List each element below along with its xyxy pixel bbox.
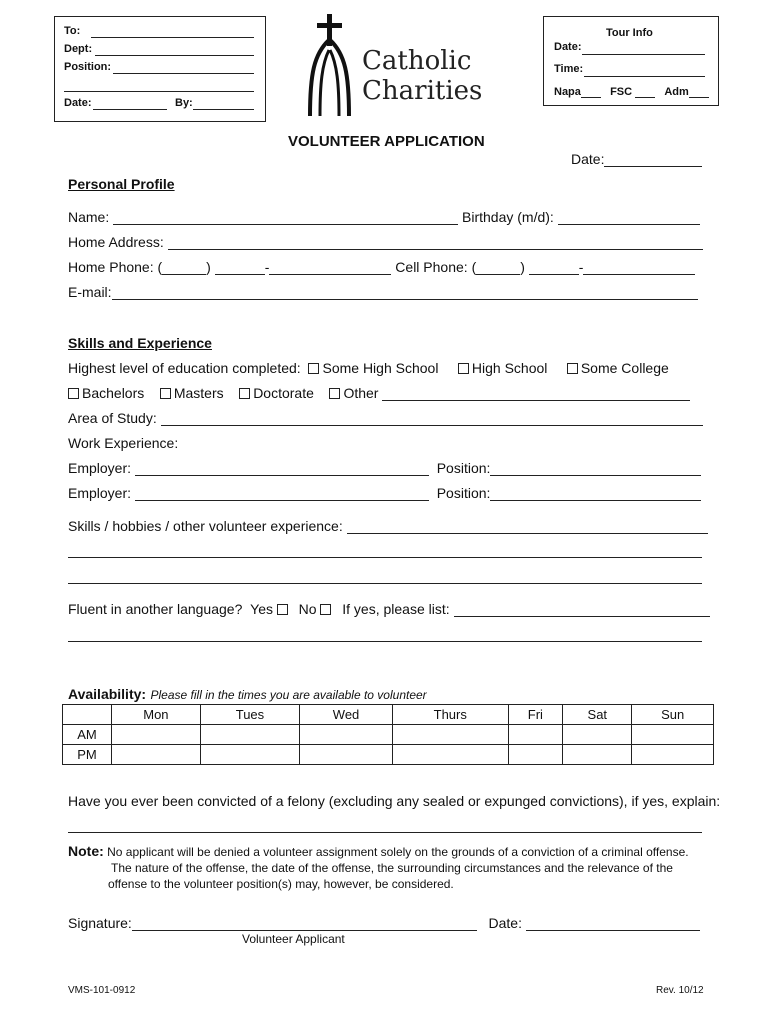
napa-field[interactable] xyxy=(581,85,601,98)
routing-date-field[interactable] xyxy=(93,109,167,110)
high-school-label: High School xyxy=(471,360,548,376)
catholic-charities-logo xyxy=(306,14,483,118)
note-line-2: The nature of the offense, the date of the offense, the surrounding circumstances and the relevance of the xyxy=(111,861,673,875)
signature-label: Signature: xyxy=(68,915,132,931)
day-mon: Mon xyxy=(112,705,201,725)
doctorate-checkbox[interactable] xyxy=(239,388,250,399)
birthday-label: Birthday (m/d): xyxy=(462,209,554,225)
form-id: VMS-101-0912 xyxy=(68,985,136,996)
hobbies-label: Skills / hobbies / other volunteer experience: xyxy=(68,518,343,534)
language-list-field-2[interactable] xyxy=(68,641,702,642)
home-phone-area-field[interactable] xyxy=(162,262,206,275)
availability-table xyxy=(62,704,714,765)
birthday-field[interactable] xyxy=(558,212,700,225)
availability-pm-row xyxy=(63,745,714,765)
fluent-language-label: Fluent in another language? xyxy=(68,601,243,617)
fluent-no-checkbox[interactable] xyxy=(320,604,331,615)
position-label-2: Position: xyxy=(436,485,491,501)
am-sat-cell[interactable] xyxy=(563,725,632,745)
area-of-study-field[interactable] xyxy=(161,413,703,426)
day-thurs: Thurs xyxy=(392,705,508,725)
personal-profile-heading: Personal Profile xyxy=(68,176,175,192)
employer-label-2: Employer: xyxy=(68,485,132,501)
signature-caption: Volunteer Applicant xyxy=(242,932,345,946)
position-label-1: Position: xyxy=(436,460,491,476)
felony-explain-field[interactable] xyxy=(68,832,702,833)
form-revision: Rev. 10/12 xyxy=(656,985,704,996)
by-field[interactable] xyxy=(193,109,254,110)
employer-label-1: Employer: xyxy=(68,460,132,476)
logo-line2: Charities xyxy=(362,76,483,106)
pm-wed-cell[interactable] xyxy=(300,745,393,765)
am-sun-cell[interactable] xyxy=(632,725,714,745)
cross-icon xyxy=(306,14,354,118)
position-field-1[interactable] xyxy=(490,463,701,476)
position-label: Position: xyxy=(64,61,112,73)
fsc-label: FSC xyxy=(610,86,633,98)
language-list-label: If yes, please list: xyxy=(342,601,450,617)
hobbies-field-3[interactable] xyxy=(68,583,702,584)
area-of-study-label: Area of Study: xyxy=(68,410,157,426)
tour-info-title: Tour Info xyxy=(606,27,653,39)
cell-phone-number-field[interactable] xyxy=(583,262,695,275)
cell-phone-prefix-field[interactable] xyxy=(529,262,579,275)
availability-heading: Availability: xyxy=(68,686,147,702)
am-thurs-cell[interactable] xyxy=(392,725,508,745)
dept-label: Dept: xyxy=(64,43,93,55)
some-college-checkbox[interactable] xyxy=(567,363,578,374)
home-address-label: Home Address: xyxy=(68,234,164,250)
education-label: Highest level of education completed: xyxy=(68,360,301,376)
home-address-field[interactable] xyxy=(168,237,703,250)
page-title: VOLUNTEER APPLICATION xyxy=(288,133,485,150)
dept-field[interactable] xyxy=(95,55,254,56)
to-label: To: xyxy=(64,25,81,37)
tour-date-label: Date: xyxy=(554,41,582,53)
extra-field[interactable] xyxy=(64,91,254,92)
to-field[interactable] xyxy=(91,37,254,38)
pm-sun-cell[interactable] xyxy=(632,745,714,765)
email-field[interactable] xyxy=(112,287,698,300)
tour-info-box xyxy=(543,16,719,106)
language-list-field[interactable] xyxy=(454,604,710,617)
high-school-checkbox[interactable] xyxy=(458,363,469,374)
signature-date-label: Date: xyxy=(488,915,522,931)
hobbies-field-1[interactable] xyxy=(347,521,708,534)
some-high-school-label: Some High School xyxy=(322,360,439,376)
some-high-school-checkbox[interactable] xyxy=(308,363,319,374)
other-label: Other xyxy=(343,385,379,401)
day-sat: Sat xyxy=(563,705,632,725)
work-experience-label: Work Experience: xyxy=(68,435,179,451)
other-checkbox[interactable] xyxy=(329,388,340,399)
am-wed-cell[interactable] xyxy=(300,725,393,745)
masters-checkbox[interactable] xyxy=(160,388,171,399)
fluent-no-label: No xyxy=(298,601,317,617)
position-field-2[interactable] xyxy=(490,488,701,501)
some-college-label: Some College xyxy=(580,360,669,376)
fluent-yes-checkbox[interactable] xyxy=(277,604,288,615)
employer-field-1[interactable] xyxy=(135,463,429,476)
application-date-label: Date: xyxy=(571,151,605,167)
felony-question: Have you ever been convicted of a felony (excluding any sealed or expunged convictions), if yes, explain: xyxy=(68,793,721,809)
row-label-am: AM xyxy=(63,725,112,745)
am-fri-cell[interactable] xyxy=(508,725,563,745)
note-line-3: offense to the volunteer position(s) may, however, be considered. xyxy=(108,877,454,891)
note-line-1: No applicant will be denied a volunteer assignment solely on the grounds of a conviction of a criminal offense. xyxy=(107,845,689,859)
doctorate-label: Doctorate xyxy=(253,385,314,401)
pm-thurs-cell[interactable] xyxy=(392,745,508,765)
cell-phone-area-field[interactable] xyxy=(476,262,520,275)
day-fri: Fri xyxy=(508,705,563,725)
napa-label: Napa xyxy=(554,86,581,98)
row-label-pm: PM xyxy=(63,745,112,765)
tour-time-field[interactable] xyxy=(584,76,705,77)
masters-label: Masters xyxy=(173,385,224,401)
pm-mon-cell[interactable] xyxy=(112,745,201,765)
routing-box xyxy=(54,16,266,122)
adm-field[interactable] xyxy=(689,85,709,98)
cell-phone-label: Cell Phone: ( xyxy=(395,259,477,275)
pm-sat-cell[interactable] xyxy=(563,745,632,765)
employer-field-2[interactable] xyxy=(135,488,429,501)
fluent-yes-label: Yes xyxy=(250,601,273,617)
bachelors-label: Bachelors xyxy=(82,385,145,401)
tour-time-label: Time: xyxy=(554,63,584,75)
skills-heading: Skills and Experience xyxy=(68,335,212,351)
am-tues-cell[interactable] xyxy=(200,725,299,745)
hobbies-field-2[interactable] xyxy=(68,557,702,558)
availability-instruction: Please fill in the times you are available to volunteer xyxy=(150,688,427,702)
note-label: Note: xyxy=(68,843,104,859)
corner-cell xyxy=(63,705,112,725)
availability-am-row xyxy=(63,725,714,745)
logo-line1: Catholic xyxy=(362,46,472,76)
day-tues: Tues xyxy=(200,705,299,725)
position-field[interactable] xyxy=(113,73,254,74)
bachelors-checkbox[interactable] xyxy=(68,388,79,399)
day-wed: Wed xyxy=(300,705,393,725)
day-sun: Sun xyxy=(632,705,714,725)
home-phone-label: Home Phone: ( xyxy=(68,259,163,275)
application-date-field[interactable] xyxy=(604,154,702,167)
home-phone-number-field[interactable] xyxy=(269,262,391,275)
home-phone-prefix-field[interactable] xyxy=(215,262,265,275)
routing-date-label: Date: xyxy=(64,97,92,109)
email-label: E-mail: xyxy=(68,284,112,300)
pm-fri-cell[interactable] xyxy=(508,745,563,765)
signature-field[interactable] xyxy=(132,918,477,931)
adm-label: Adm xyxy=(664,86,689,98)
am-mon-cell[interactable] xyxy=(112,725,201,745)
name-label: Name: xyxy=(68,209,110,225)
other-education-field[interactable] xyxy=(382,388,690,401)
availability-header-row xyxy=(63,705,714,725)
pm-tues-cell[interactable] xyxy=(200,745,299,765)
signature-date-field[interactable] xyxy=(526,918,700,931)
by-label: By: xyxy=(175,97,193,109)
fsc-field[interactable] xyxy=(635,85,655,98)
name-field[interactable] xyxy=(113,212,458,225)
tour-date-field[interactable] xyxy=(582,54,705,55)
